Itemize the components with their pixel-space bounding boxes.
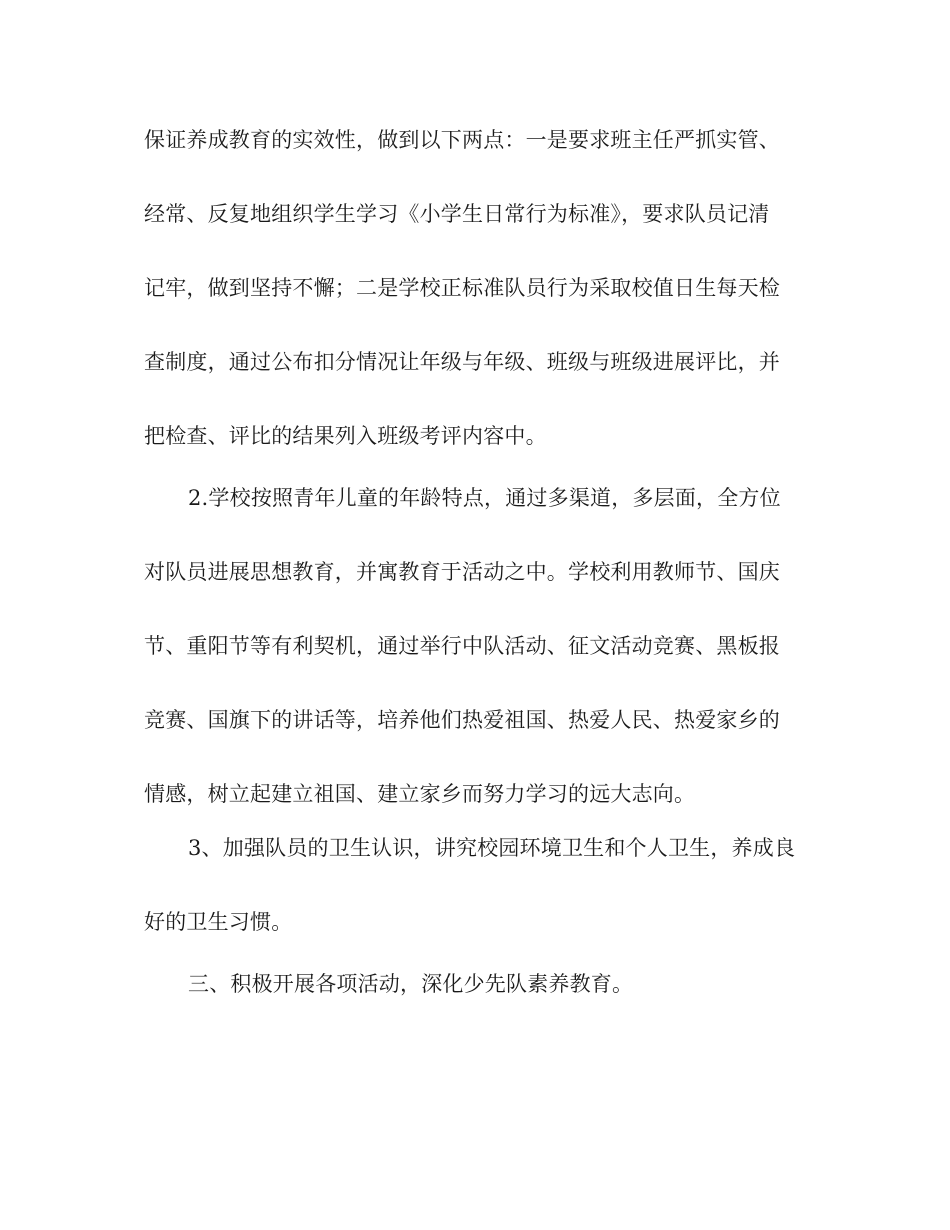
text-line-1: 保证养成教育的实效性，做到以下两点：一是要求班主任严抓实管、	[144, 128, 780, 152]
text-line-11: 3、加强队员的卫生认识，讲究校园环境卫生和个人卫生，养成良	[188, 836, 796, 860]
text-line-3: 记牢，做到坚持不懈；二是学校正标准队员行为采取校值日生每天检	[144, 276, 780, 300]
text-line-5: 把检查、评比的结果列入班级考评内容中。	[144, 424, 547, 448]
text-line-6: 2.学校按照青年儿童的年龄特点，通过多渠道，多层面，全方位	[188, 486, 781, 510]
text-line-4: 查制度，通过公布扣分情况让年级与年级、班级与班级进展评比，并	[144, 350, 780, 374]
text-line-2: 经常、反复地组织学生学习《小学生日常行为标准》，要求队员记清	[144, 202, 770, 226]
text-line-8: 节、重阳节等有利契机，通过举行中队活动、征文活动竞赛、黑板报	[144, 634, 780, 658]
text-line-10: 情感，树立起建立祖国、建立家乡而努力学习的远大志向。	[144, 782, 696, 806]
text-line-13: 三、积极开展各项活动，深化少先队素养教育。	[188, 972, 634, 996]
text-line-7: 对队员进展思想教育，并寓教育于活动之中。学校利用教师节、国庆	[144, 560, 780, 584]
text-line-9: 竞赛、国旗下的讲话等，培养他们热爱祖国、热爱人民、热爱家乡的	[144, 708, 780, 732]
text-line-12: 好的卫生习惯。	[144, 910, 293, 934]
